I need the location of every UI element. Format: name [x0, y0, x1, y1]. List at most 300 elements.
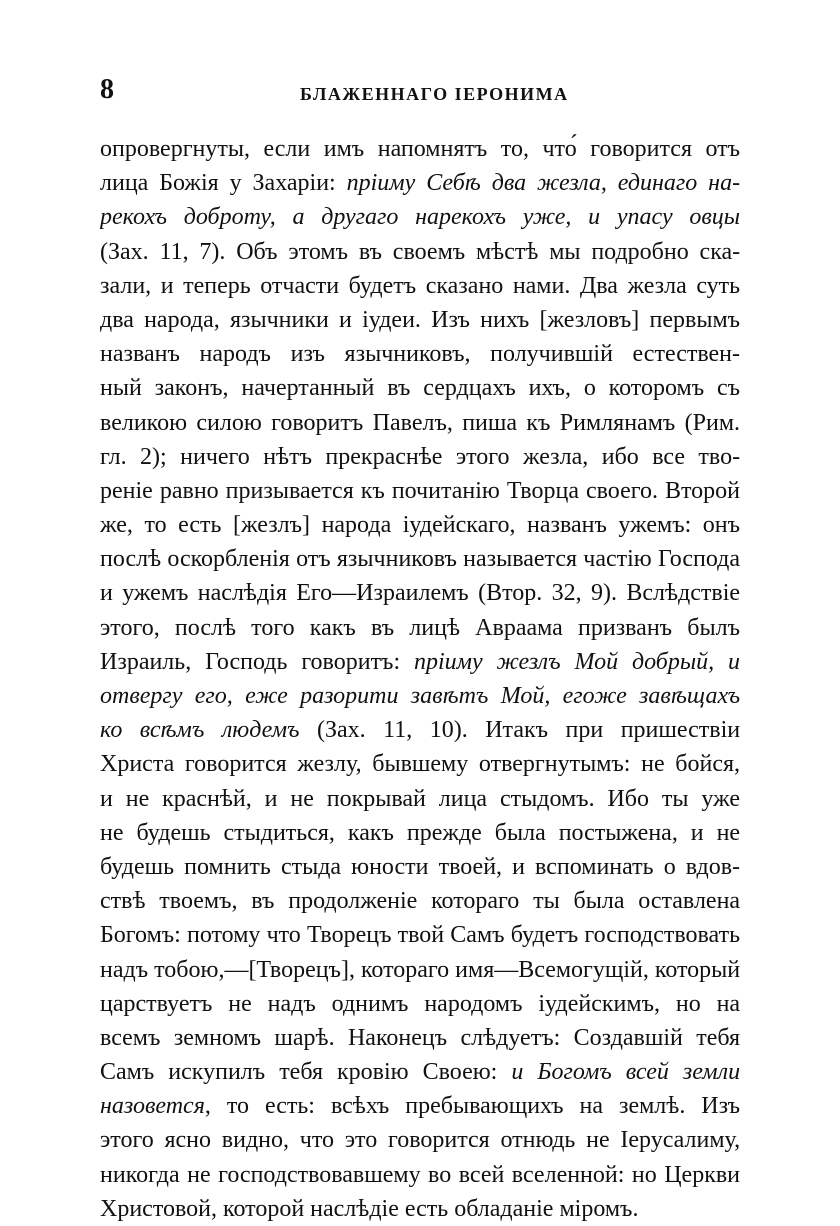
page-number: 8	[100, 74, 114, 105]
word: Объ	[236, 238, 278, 265]
word: суть	[696, 272, 740, 299]
word: твоемъ,	[159, 888, 238, 915]
italic-word: пріиму	[414, 648, 483, 675]
word: отчасти	[260, 272, 340, 299]
text-line	[100, 953, 740, 987]
word: же,	[100, 512, 133, 539]
word: не	[290, 785, 314, 812]
word: къ	[360, 477, 385, 504]
word: если	[263, 136, 311, 162]
word: призывается	[225, 477, 354, 504]
text-line	[100, 1089, 740, 1123]
word: жезла,	[522, 443, 589, 470]
word: въ	[370, 614, 395, 641]
word: напомнятъ	[377, 136, 488, 162]
word: отъ	[705, 136, 740, 162]
italic-word: и	[728, 648, 740, 675]
word: 10).	[429, 717, 468, 744]
italic-word: единаго	[617, 170, 698, 197]
word: ужемъ:	[618, 512, 692, 539]
word: гл.	[100, 443, 127, 470]
word: іудейскаго,	[402, 512, 516, 539]
word: лица	[438, 785, 488, 812]
italic-word: уже,	[522, 204, 572, 231]
word: равно	[159, 477, 219, 504]
word: получившій	[490, 341, 613, 368]
word: 32,	[551, 580, 582, 607]
word: міромъ.	[559, 1195, 639, 1222]
word: надъ	[100, 956, 149, 983]
word: послѣ	[100, 546, 162, 573]
word: пришествіи	[620, 717, 740, 744]
word: народа,	[144, 306, 220, 333]
word: не	[187, 1161, 211, 1188]
text-line	[100, 200, 740, 234]
word: Творецъ	[306, 922, 392, 949]
word: всей	[458, 1161, 505, 1188]
word: этого	[455, 443, 510, 470]
word: ибо	[601, 443, 639, 470]
word: твоей,	[438, 853, 503, 880]
word: кровію	[337, 1059, 409, 1086]
word: имя—Всемогущій,	[455, 956, 649, 983]
word: постыжена,	[558, 819, 678, 846]
word: 11,	[159, 238, 189, 265]
italic-word: пріиму	[346, 170, 416, 197]
word: и	[690, 819, 704, 846]
word: великою	[100, 409, 188, 436]
word: Его—Израилемъ	[296, 580, 469, 607]
word: іудейскимъ,	[538, 990, 660, 1017]
text-line	[100, 850, 740, 884]
word: ты	[661, 785, 689, 812]
word: къ	[526, 409, 551, 436]
word: (Рим.	[684, 409, 740, 436]
word: искупилъ	[168, 1059, 266, 1086]
word: Церкви	[664, 1161, 740, 1188]
italic-word: разорити	[300, 683, 399, 709]
word: котораго	[431, 888, 520, 915]
text-line	[100, 1123, 740, 1157]
word: съ	[716, 375, 740, 402]
word: послѣ	[174, 614, 236, 641]
text-line	[100, 679, 740, 713]
word: зали,	[100, 272, 152, 299]
word: была	[573, 888, 625, 915]
word: подробно	[591, 238, 689, 265]
word: въ	[251, 888, 275, 915]
word: вспоминать	[535, 853, 654, 880]
word: есть:	[264, 1093, 315, 1120]
italic-word: людемъ	[221, 717, 300, 744]
word: своего.	[585, 477, 658, 504]
word: Своею:	[422, 1059, 498, 1086]
word: уже	[701, 785, 740, 812]
word: помнить	[184, 853, 271, 880]
italic-word: его,	[194, 683, 233, 709]
italic-word: всей	[625, 1059, 669, 1086]
word: то	[226, 1093, 249, 1120]
text-line	[100, 166, 740, 200]
word: вселенной:	[511, 1161, 625, 1188]
word: [жезлъ]	[232, 512, 311, 539]
word: ный	[100, 375, 142, 402]
word: котораго	[360, 956, 450, 983]
word: которой	[223, 1195, 305, 1222]
italic-word: завѣщахъ	[639, 683, 740, 709]
word: продолженіе	[288, 888, 418, 915]
word: это	[344, 1127, 378, 1154]
word: (Зах.	[100, 238, 149, 265]
italic-word: Себѣ	[426, 170, 481, 197]
word: пребывающихъ	[405, 1093, 564, 1120]
word: не	[100, 819, 124, 846]
word: Творца	[506, 477, 579, 504]
word: оставлена	[638, 888, 740, 915]
word: 2);	[140, 443, 167, 470]
word: Второй	[665, 477, 740, 504]
word: всемъ	[100, 1024, 161, 1051]
italic-word: земли	[682, 1059, 740, 1086]
italic-word: и	[511, 1059, 524, 1086]
word: юности	[351, 853, 429, 880]
word: Изъ	[431, 306, 470, 333]
italic-word: еже	[245, 683, 288, 709]
word: надъ	[267, 990, 316, 1017]
word: тебя	[696, 1024, 740, 1051]
word: Наконецъ	[347, 1024, 448, 1051]
word: ихъ,	[528, 375, 571, 402]
text-line	[100, 645, 740, 679]
word: ствѣ	[100, 888, 146, 915]
text-line	[100, 508, 740, 542]
word: мы	[549, 238, 581, 265]
word: что	[299, 1127, 334, 1154]
word: стыдомъ.	[499, 785, 595, 812]
word: того	[251, 614, 295, 641]
text-line	[100, 1192, 740, 1226]
text-line	[100, 1158, 740, 1192]
italic-word: а	[292, 204, 305, 231]
text-line	[100, 474, 740, 508]
text-line	[100, 816, 740, 850]
word: у	[229, 170, 242, 197]
text-line	[100, 406, 740, 440]
word: какъ	[347, 819, 394, 846]
text-line	[100, 337, 740, 371]
word: стыда	[280, 853, 342, 880]
word: господствовавшему	[218, 1161, 421, 1188]
word: Вслѣдствіе	[626, 580, 740, 607]
word: видно,	[221, 1127, 289, 1154]
word: однимъ	[331, 990, 409, 1017]
body-text	[100, 132, 740, 1226]
word: есть	[178, 512, 222, 539]
text-line	[100, 1021, 740, 1055]
word: Богомъ:	[100, 922, 181, 949]
word: называется	[463, 546, 578, 573]
word: нихъ	[480, 306, 530, 333]
word: мѣстѣ	[475, 238, 539, 265]
word: наслѣдіе	[310, 1195, 399, 1222]
word: и	[339, 306, 352, 333]
word: и	[160, 272, 174, 299]
text-line	[100, 542, 740, 576]
word: Изъ	[701, 1093, 740, 1120]
text-line	[100, 235, 740, 269]
word: 9).	[591, 580, 617, 607]
word: который	[654, 956, 740, 983]
word: говоритъ:	[301, 648, 401, 675]
italic-word: Мой,	[500, 683, 551, 709]
word: но	[675, 990, 701, 1017]
word: жезла	[627, 272, 687, 299]
text-line	[100, 782, 740, 816]
word: лицѣ	[409, 614, 460, 641]
word: силою	[196, 409, 262, 436]
word: сердцахъ	[423, 375, 516, 402]
italic-word: доброту,	[183, 204, 276, 231]
italic-word: упасу	[616, 204, 673, 231]
word: твой	[397, 922, 445, 949]
text-line	[100, 713, 740, 747]
italic-word: два	[491, 170, 527, 197]
word: былъ	[687, 614, 740, 641]
text-line	[100, 440, 740, 474]
word: бойся,	[675, 751, 740, 778]
word: язычники	[229, 306, 329, 333]
italic-word: отвергу	[100, 683, 183, 709]
italic-word: егоже	[562, 683, 627, 709]
word: (Втор.	[478, 580, 543, 607]
word: и	[512, 853, 525, 880]
word: отвергнутымъ:	[478, 751, 631, 778]
word: при	[565, 717, 604, 744]
word: 7).	[199, 238, 226, 265]
italic-word: Богомъ	[537, 1059, 612, 1086]
word: господствовать	[584, 922, 740, 949]
word: ска-	[699, 238, 740, 265]
word: на	[579, 1093, 604, 1120]
text-line	[100, 611, 740, 645]
word: изъ	[290, 341, 325, 368]
word: ужемъ	[122, 580, 189, 607]
word: въ	[358, 238, 382, 265]
italic-word: назовется	[100, 1093, 205, 1120]
word: оскорбленія	[167, 546, 290, 573]
word: слѣдуетъ:	[460, 1024, 561, 1051]
word: говоритъ	[271, 409, 364, 436]
word: что	[266, 922, 301, 949]
word: въ	[387, 375, 411, 402]
word: царствуетъ	[100, 990, 213, 1017]
word: сказано	[425, 272, 504, 299]
word: почитанію	[391, 477, 500, 504]
word: (Зах.	[316, 717, 366, 744]
word: обладаніе	[454, 1195, 554, 1222]
italic-word: овцы	[689, 204, 740, 231]
word: Христовой,	[100, 1195, 218, 1222]
word: о	[663, 853, 676, 880]
word: Павелъ,	[372, 409, 453, 436]
word: названъ	[526, 512, 607, 539]
running-title: БЛАЖЕННАГО ІЕРОНИМА	[300, 84, 569, 104]
word: два	[100, 306, 134, 333]
word: Итакъ	[485, 717, 549, 744]
word: прекраснѣе	[325, 443, 443, 470]
word: частію	[583, 546, 652, 573]
text-line	[100, 576, 740, 610]
word: стыдиться,	[223, 819, 335, 846]
word: вдов-	[685, 853, 740, 880]
word: естествен-	[632, 341, 740, 368]
word: будетъ	[510, 922, 579, 949]
word: не	[228, 990, 252, 1017]
word: то	[144, 512, 167, 539]
word: во	[428, 1161, 452, 1188]
word: есть	[404, 1195, 449, 1222]
word: Израиль,	[100, 648, 192, 675]
word: покрывай	[326, 785, 426, 812]
word: о	[583, 375, 596, 402]
word: краснѣй,	[162, 785, 252, 812]
word: своемъ	[392, 238, 466, 265]
word: никогда	[100, 1161, 180, 1188]
italic-word: рекохъ	[100, 204, 167, 231]
word: шарѣ.	[274, 1024, 335, 1051]
word: лица	[100, 170, 149, 197]
word: Христа	[100, 751, 175, 778]
word: отъ	[296, 546, 331, 573]
word: но	[631, 1161, 657, 1188]
word: наслѣдія	[197, 580, 287, 607]
word: имъ	[323, 136, 365, 162]
word: Господа	[657, 546, 740, 573]
word: говорится	[184, 751, 287, 778]
word: [жезловъ]	[539, 306, 640, 333]
text-line	[100, 918, 740, 952]
word: нами.	[512, 272, 571, 299]
word: нѣтъ	[263, 443, 312, 470]
word: онъ	[702, 512, 740, 539]
word: на	[716, 990, 740, 1017]
word: будешь	[136, 819, 211, 846]
italic-word: добрый,	[631, 648, 715, 675]
word: всѣхъ	[330, 1093, 390, 1120]
word: этого	[100, 1127, 154, 1154]
text-line	[100, 987, 740, 1021]
word: какъ	[309, 614, 356, 641]
word: народомъ	[424, 990, 523, 1017]
word: бывшему	[372, 751, 469, 778]
word: ясно	[164, 1127, 212, 1154]
word: язычниковъ,	[344, 341, 471, 368]
word: Создавшій	[573, 1024, 683, 1051]
word: не	[641, 751, 665, 778]
word: ,	[204, 1093, 211, 1120]
italic-word: ко	[100, 717, 123, 744]
italic-word: на-	[708, 170, 740, 197]
word: реніе	[100, 477, 153, 504]
word: тебя	[279, 1059, 323, 1086]
italic-word: и	[588, 204, 601, 231]
italic-word: жезла,	[537, 170, 607, 197]
word: Два	[579, 272, 618, 299]
word: Божія	[159, 170, 219, 197]
italic-word: жезлъ	[496, 648, 561, 675]
word: что́	[542, 136, 577, 162]
word: земномъ	[173, 1024, 262, 1051]
word: этомъ	[288, 238, 349, 265]
word: говорится	[387, 1127, 490, 1154]
word: Самъ	[100, 1059, 155, 1086]
word: законъ,	[154, 375, 229, 402]
word: начертанный	[241, 375, 375, 402]
word: отнюдь	[500, 1127, 576, 1154]
word: 11,	[383, 717, 413, 744]
word: Самъ	[450, 922, 505, 949]
italic-word: нарекохъ	[415, 204, 507, 231]
word: все	[652, 443, 685, 470]
word: пиша	[462, 409, 518, 436]
word: будешь	[100, 853, 175, 880]
word: первымъ	[649, 306, 740, 333]
word: землѣ.	[618, 1093, 686, 1120]
word: Ибо	[607, 785, 650, 812]
italic-word: завѣтъ	[410, 683, 489, 709]
word: тво-	[698, 443, 740, 470]
word: народа	[321, 512, 392, 539]
word: Господь	[205, 648, 288, 675]
word: прежде	[406, 819, 482, 846]
word: теперь	[183, 272, 251, 299]
word: Римлянамъ	[559, 409, 676, 436]
word: тобою,—[Творецъ],	[154, 956, 355, 983]
word: не	[716, 819, 740, 846]
word: народъ	[199, 341, 271, 368]
text-line	[100, 303, 740, 337]
text-line	[100, 269, 740, 303]
italic-word: другаго	[321, 204, 399, 231]
text-line	[100, 1055, 740, 1089]
word: Захаріи:	[252, 170, 336, 197]
word: будетъ	[348, 272, 417, 299]
italic-word: Мой	[574, 648, 619, 675]
word: которомъ	[608, 375, 705, 402]
text-line	[100, 884, 740, 918]
word: іудеи.	[362, 306, 421, 333]
word: была	[494, 819, 546, 846]
word: говорится	[590, 136, 692, 162]
word: не	[586, 1127, 610, 1154]
word: этого,	[100, 614, 160, 641]
word: потому	[186, 922, 261, 949]
word: не	[125, 785, 150, 812]
word: Авраама	[475, 614, 563, 641]
word: ничего	[180, 443, 250, 470]
word: и	[264, 785, 278, 812]
word: и	[100, 785, 113, 812]
word: язычниковъ	[336, 546, 457, 573]
word: призванъ	[578, 614, 673, 641]
word: Іерусалиму,	[620, 1127, 740, 1154]
word: то,	[500, 136, 529, 162]
word: опровергнуты,	[100, 136, 250, 162]
word: и	[100, 580, 113, 607]
word: ты	[533, 888, 560, 915]
italic-word: всѣмъ	[139, 717, 205, 744]
text-line	[100, 371, 740, 405]
